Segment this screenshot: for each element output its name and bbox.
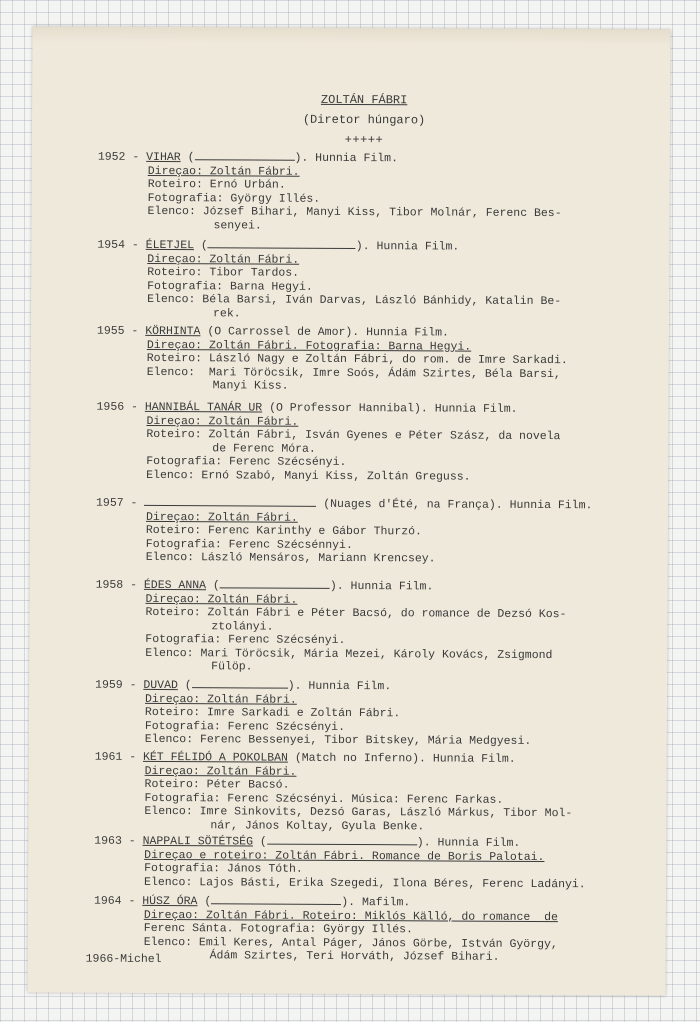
entry-production: ). Hunnia Film. [329, 579, 434, 594]
credit-line: Ferenc Sánta. Fotografia: György Illés. [143, 921, 413, 937]
credit-line: Fotografia: János Tóth. [144, 861, 303, 876]
credit-line: Elenco: József Bihari, Manyi Kiss, Tibor Molnár, Ferenc Bes- [147, 204, 562, 221]
credit-line: Fotografia: György Illés. [147, 191, 321, 206]
film-title: DUVAD [143, 678, 178, 693]
credit-line: Roteiro: Ferenc Karinthy e Gábor Thurzó. [145, 523, 422, 539]
filmography-entry [96, 495, 656, 567]
filmography-entry [96, 401, 656, 485]
page-title: ZOLTÁN FÁBRI [320, 92, 408, 108]
credit-line: nár, János Koltay, Gyula Benke. [210, 818, 425, 833]
credit-line: Fotografia: Ferenc Szécsényi. [144, 719, 346, 734]
entry-year: 1958 - [95, 578, 144, 592]
credit-line: Fülöp. [211, 660, 253, 674]
filmography-entry [97, 325, 657, 395]
credit-line: Elenco: Lajos Básti, Erika Szegedi, Ilona Béres, Ferenc Ladányi. [144, 875, 586, 891]
entry-production: ). Hunnia Film. [416, 836, 521, 850]
credit-line: Direçao: Zoltán Fábri. [145, 510, 298, 525]
entry-year: 1957 - [96, 496, 145, 510]
film-title: ÉDES ANNA [143, 578, 207, 593]
credit-line: Direçao: Zoltán Fábri. [144, 764, 297, 779]
entry-year: 1955 - [96, 324, 146, 338]
entry-production: (Nuages d'Été, na França). Hunnia Film. [316, 497, 593, 513]
credit-line: senyei. [213, 218, 262, 233]
credit-line: Roteiro: Zoltán Fábri e Péter Bacsó, do romance de Dezsó Kos- [145, 605, 567, 622]
entry-production: ). Hunnia Film. [355, 240, 460, 254]
entry-year: 1954 - [97, 238, 146, 252]
credit-line: Direçao: Zoltán Fábri. [147, 164, 300, 179]
credit-line: Direçao: Zoltán Fábri. [145, 592, 298, 607]
blank-line [220, 577, 330, 589]
filmography-entry: 1963 - NAPPALI SÖTÉTSÉG ( ). Hunnia Film. Direçao e roteiro: Zoltán Fábri. Romance de Boris Palotai. Fotografia: János Tóth. Elenco: Lajos Básti, Erika Szegedi, Ilona Béres, Ferenc Ladányi. [94, 833, 654, 892]
blank-line [208, 237, 356, 249]
entry-production: (O Carrossel de Amor). Hunnia Film. [200, 325, 449, 340]
filmography-entry: 1964 - HÚSZ ÓRA ( ). Mafilm. Direçao: Zoltán Fábri. Roteiro: Miklós Källó, do romance de Ferenc Sánta. Fotografia: György Illés. Elenco: Emil Keres, Antal Páger, János Görbe, István György, Ádám Szirtes, Teri Horváth, József Bihari. [94, 893, 654, 965]
blank-line [192, 677, 288, 689]
credit-line: Elenco: Béla Barsi, Iván Darvas, László Bánhidy, Katalin Be- [147, 292, 562, 309]
entry-year: 1961 - [94, 750, 144, 764]
credit-line: Direçao: Zoltán Fábri. Roteiro: Miklós Källó, do romance de [143, 908, 558, 924]
entry-production: ). Hunnia Film. [294, 151, 399, 166]
credit-line: Direçao: Zoltán Fábri. [144, 692, 297, 707]
typed-page [27, 26, 670, 995]
credit-line: Elenco: Ernó Szabó, Manyi Kiss, Zoltán Greguss. [146, 468, 471, 484]
page-subtitle: (Diretor húngaro) [302, 112, 426, 128]
film-title: HÚSZ ÓRA [142, 894, 198, 909]
credit-line: Roteiro: László Nagy e Zoltán Fábri, do rom. de Imre Sarkadi. [146, 351, 568, 368]
credit-line: Roteiro: Zoltán Fábri, Isván Gyenes e Péter Szász, da novela [146, 427, 561, 444]
film-title: KÖRHINTA [145, 324, 201, 339]
credit-line: Ádám Szirtes, Teri Horváth, József Bihari. [209, 949, 500, 964]
credit-line: Manyi Kiss. [212, 379, 289, 393]
credit-line: Elenco: Mari Töröcsik, Mária Mezei, Károly Kovács, Zsigmond [145, 646, 553, 662]
credit-line: Roteiro: Péter Bacsó. [144, 777, 290, 792]
credit-line: Direçao: Zoltán Fábri. [147, 252, 300, 267]
entry-year: 1959 - [95, 678, 144, 692]
film-title: ÉLETJEL [145, 238, 195, 253]
entry-production: (Match no Inferno). Hunnia Film. [287, 751, 516, 766]
entry-year: 1963 - [94, 834, 143, 848]
credit-line: Elenco: Ferenc Bessenyei, Tibor Bitskey, Mária Medgyesi. [144, 732, 532, 748]
credit-line: Fotografia: Ferenc Szécsénnyi. [145, 537, 353, 552]
credit-line: rek. [212, 306, 241, 320]
filmography-entry: 1952 - VIHAR ( ). Hunnia Film. Direçao: Zoltán Fábri. Roteiro: Ernó Urbán. Fotografia: György Illés. Elenco: József Bihari, Manyi Kiss, Tibor Molnár, Ferenc Bes- senyei. [97, 149, 657, 235]
credit-line: Elenco: László Mensáros, Mariann Krencsey. [145, 550, 436, 566]
credit-line: Direçao: Zoltán Fábri. [146, 414, 299, 429]
credit-line: ztolányi. [211, 619, 274, 634]
film-title: VIHAR [146, 150, 181, 165]
entry-production: (O Professor Hannibal). Hunnia Film. [262, 401, 518, 416]
entry-year: 1964 - [93, 894, 143, 908]
separator: +++++ [344, 132, 384, 148]
credit-line: de Ferenc Móra. [212, 441, 316, 456]
credit-line: Elenco: Emil Keres, Antal Páger, János Görbe, István György, [143, 935, 558, 951]
film-title: KÉT FÉLIDÓ A POKOLBAN [142, 750, 288, 765]
filmography-entry: 1959 - DUVAD ( ). Hunnia Film. Direçao: Zoltán Fábri. Roteiro: Imre Sarkadi e Zoltán Fábri. Fotografia: Ferenc Szécsényi. Elenco: Ferenc Bessenyei, Tibor Bitskey, Mária Medgyesi. [95, 677, 655, 749]
blank-line [267, 834, 417, 846]
credit-line: Roteiro: Ernó Urbán. [147, 177, 286, 192]
credit-line: Roteiro: Imre Sarkadi e Zoltán Fábri. [144, 705, 401, 721]
credit-line: Direçao e roteiro: Zoltán Fábri. Romance de Boris Palotai. [144, 848, 545, 864]
credit-line: Elenco: Mari Töröcsik, Imre Soós, Ádám Szirtes, Béla Barsi, [146, 365, 561, 381]
credit-line: Elenco: Imre Sinkovits, Dezsó Garas, László Márkus, Tibor Mol- [144, 804, 573, 821]
entry-year: 1952 - [97, 150, 147, 164]
filmography-entry [94, 751, 654, 835]
filmography-entry: 1954 - ÉLETJEL ( ). Hunnia Film. Direçao: Zoltán Fábri. Roteiro: Tibor Tardos. Fotografia: Barna Hegyi. Elenco: Béla Barsi, Iván Darvas, László Bánhidy, Katalin Be- rek. [97, 237, 657, 323]
filmography-entry: 1958 - ÉDES ANNA ( ). Hunnia Film. Direçao: Zoltán Fábri. Roteiro: Zoltán Fábri e Péter Bacsó, do romance de Dezsó Kos- ztolányi. Fotografia: Ferenc Szécsényi. Elenco: Mari Töröcsik, Mária Mezei, Károly Kovács, Zsigmond Fülöp. [95, 577, 655, 676]
blank-line [144, 495, 316, 507]
footer-note: 1966-Michel [85, 952, 162, 967]
credit-line: Roteiro: Tibor Tardos. [147, 265, 300, 280]
blank-line [194, 149, 294, 161]
entry-production: ). Mafilm. [341, 895, 411, 910]
credit-line: Fotografia: Ferenc Szécsényi. Música: Ferenc Farkas. [144, 791, 504, 807]
credit-line: Direçao: Zoltán Fábri. Fotografia: Barna Hegyi. [146, 338, 472, 354]
credit-line: Fotografia: Ferenc Szécsényi. [146, 454, 347, 469]
film-title: NAPPALI SÖTÉTSÉG [142, 834, 254, 849]
credit-line: Fotografia: Barna Hegyi. [147, 279, 313, 294]
film-title: HANNIBÁL TANÁR UR [144, 400, 263, 415]
entry-production: ). Hunnia Film. [287, 679, 392, 694]
entry-year: 1956 - [96, 400, 145, 414]
credit-line: Fotografia: Ferenc Szécsényi. [145, 632, 346, 647]
page-header [32, 88, 670, 151]
blank-line [211, 893, 341, 905]
